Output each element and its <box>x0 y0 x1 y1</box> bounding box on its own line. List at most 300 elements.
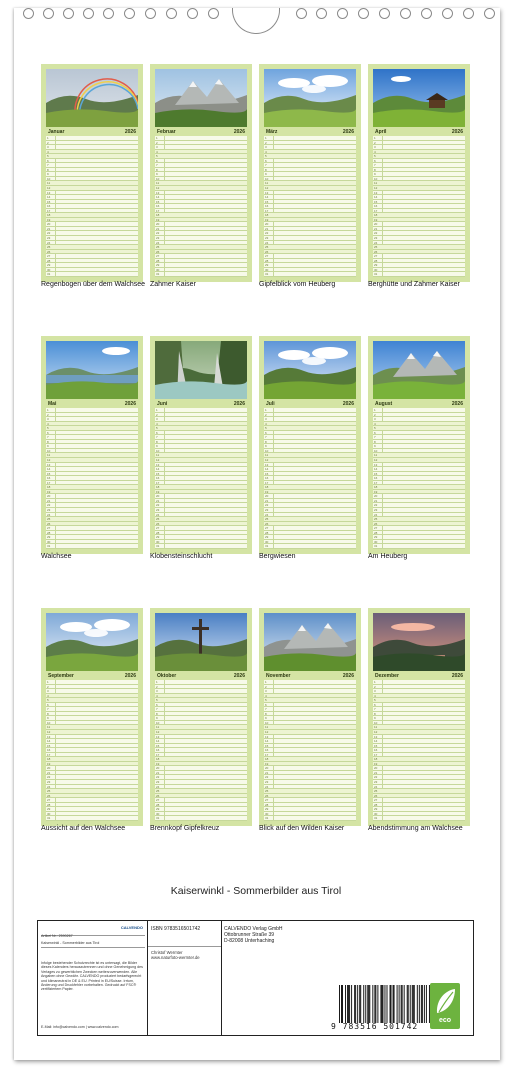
day-number: 24 <box>374 512 378 517</box>
month-10 <box>150 608 252 826</box>
binding-hole <box>208 8 219 19</box>
day-number: 11 <box>47 725 51 730</box>
day-number: 21 <box>374 770 378 775</box>
month-name: Dezember <box>375 672 399 679</box>
day-number: 16 <box>374 476 378 481</box>
day-number: 8 <box>47 167 49 172</box>
day-number: 11 <box>265 453 269 458</box>
day-row <box>155 816 247 821</box>
day-number: 6 <box>265 702 267 707</box>
day-number: 14 <box>374 195 378 200</box>
day-number: 16 <box>156 204 160 209</box>
day-number: 24 <box>265 512 269 517</box>
day-number: 6 <box>265 430 267 435</box>
day-number: 20 <box>265 222 269 227</box>
month-photo <box>155 341 247 399</box>
day-number: 31 <box>47 272 51 277</box>
day-number: 1 <box>156 408 158 412</box>
day-number: 20 <box>156 766 160 771</box>
day-number: 4 <box>374 693 376 698</box>
day-number: 21 <box>265 770 269 775</box>
month-photo <box>155 69 247 127</box>
day-number: 3 <box>265 689 267 694</box>
day-number: 6 <box>47 702 49 707</box>
day-number: 28 <box>265 530 269 535</box>
publisher-city: D-82008 Unterhaching <box>224 938 275 944</box>
day-list <box>155 136 247 277</box>
binding-hole <box>145 8 156 19</box>
month-name: April <box>375 128 387 135</box>
day-number: 18 <box>47 757 51 762</box>
day-number: 4 <box>374 149 376 154</box>
day-number: 17 <box>265 480 269 485</box>
month-year: 2026 <box>233 400 245 407</box>
day-number: 19 <box>265 761 269 766</box>
binding-hole <box>316 8 327 19</box>
day-number: 12 <box>265 730 269 735</box>
day-number: 31 <box>47 816 51 821</box>
month-caption: Am Heuberg <box>368 553 408 560</box>
day-number: 26 <box>156 249 160 254</box>
month-2 <box>150 64 252 282</box>
day-number: 31 <box>374 544 378 549</box>
day-number: 21 <box>47 770 51 775</box>
day-number: 3 <box>156 417 158 422</box>
day-number: 1 <box>374 680 376 684</box>
day-number: 16 <box>156 476 160 481</box>
day-number: 22 <box>47 231 51 236</box>
day-number: 22 <box>156 503 160 508</box>
day-number: 28 <box>156 258 160 263</box>
day-number: 10 <box>265 176 269 181</box>
day-number: 2 <box>265 684 267 689</box>
day-number: 6 <box>156 702 158 707</box>
day-number: 2 <box>374 684 376 689</box>
day-number: 4 <box>47 421 49 426</box>
day-number: 7 <box>374 707 376 712</box>
day-number: 6 <box>265 158 267 163</box>
day-number: 27 <box>374 254 378 259</box>
day-number: 14 <box>156 195 160 200</box>
day-number: 26 <box>156 793 160 798</box>
day-row <box>264 816 356 821</box>
day-number: 15 <box>374 743 378 748</box>
day-number: 29 <box>47 263 51 268</box>
day-number: 13 <box>47 462 51 467</box>
month-year: 2026 <box>342 128 354 135</box>
day-number: 3 <box>156 145 158 150</box>
day-number: 28 <box>47 802 51 807</box>
day-number: 20 <box>374 222 378 227</box>
day-number: 12 <box>156 730 160 735</box>
day-number: 7 <box>265 163 267 168</box>
day-number: 25 <box>156 245 160 250</box>
month-header <box>46 127 138 136</box>
month-year: 2026 <box>124 128 136 135</box>
month-photo <box>373 69 465 127</box>
day-list <box>46 408 138 549</box>
month-name: Juli <box>266 400 275 407</box>
day-list <box>264 680 356 821</box>
binding-hole <box>484 8 495 19</box>
day-number: 14 <box>156 739 160 744</box>
day-number: 21 <box>374 498 378 503</box>
day-number: 14 <box>47 467 51 472</box>
day-number: 29 <box>265 263 269 268</box>
day-number: 8 <box>374 711 376 716</box>
day-number: 30 <box>265 539 269 544</box>
binding-hole <box>400 8 411 19</box>
day-number: 9 <box>265 716 267 721</box>
day-number: 16 <box>265 204 269 209</box>
day-number: 28 <box>374 802 378 807</box>
footer-title-line: Kaiserwinkl - Sommerbilder aus Tirol <box>41 941 145 948</box>
day-number: 4 <box>156 421 158 426</box>
month-header <box>264 399 356 408</box>
day-number: 20 <box>156 222 160 227</box>
day-number: 15 <box>265 471 269 476</box>
day-number: 5 <box>374 154 376 159</box>
month-year: 2026 <box>451 672 463 679</box>
day-list <box>373 680 465 821</box>
day-number: 25 <box>47 789 51 794</box>
day-number: 10 <box>374 720 378 725</box>
day-number: 31 <box>156 544 160 549</box>
month-4 <box>368 64 470 282</box>
day-row <box>264 272 356 277</box>
day-number: 17 <box>156 208 160 213</box>
binding-hole <box>358 8 369 19</box>
day-number: 19 <box>265 217 269 222</box>
day-number: 22 <box>374 775 378 780</box>
day-number: 4 <box>47 693 49 698</box>
day-number: 5 <box>265 154 267 159</box>
day-row <box>46 544 138 549</box>
day-number: 13 <box>156 462 160 467</box>
month-year: 2026 <box>451 400 463 407</box>
day-number: 20 <box>265 494 269 499</box>
day-number: 13 <box>265 734 269 739</box>
day-number: 19 <box>156 489 160 494</box>
day-number: 24 <box>47 784 51 789</box>
month-header <box>46 671 138 680</box>
day-number: 22 <box>47 503 51 508</box>
month-caption: Berghütte und Zahmer Kaiser <box>368 281 460 288</box>
day-number: 31 <box>265 544 269 549</box>
day-number: 11 <box>374 181 378 186</box>
day-number: 25 <box>374 517 378 522</box>
month-name: Januar <box>48 128 65 135</box>
day-number: 15 <box>47 199 51 204</box>
day-number: 21 <box>374 226 378 231</box>
day-number: 2 <box>47 684 49 689</box>
day-list <box>155 680 247 821</box>
day-number: 28 <box>265 802 269 807</box>
day-number: 28 <box>47 530 51 535</box>
day-number: 18 <box>374 213 378 218</box>
day-number: 27 <box>265 526 269 531</box>
day-number: 10 <box>47 720 51 725</box>
day-number: 12 <box>265 186 269 191</box>
day-number: 7 <box>265 435 267 440</box>
day-number: 22 <box>265 503 269 508</box>
binding-hole <box>103 8 114 19</box>
day-number: 24 <box>265 240 269 245</box>
day-number: 17 <box>265 752 269 757</box>
month-photo <box>373 613 465 671</box>
info-column-left <box>38 921 148 1035</box>
day-number: 1 <box>374 408 376 412</box>
day-number: 6 <box>374 702 376 707</box>
author-name: Christof Wermter <box>151 950 183 955</box>
day-number: 13 <box>47 190 51 195</box>
day-number: 1 <box>374 136 376 140</box>
month-caption: Aussicht auf den Walchsee <box>41 825 126 832</box>
day-number: 13 <box>374 190 378 195</box>
article-row <box>41 924 145 936</box>
barcode <box>339 985 433 1023</box>
day-number: 25 <box>47 517 51 522</box>
day-number: 9 <box>47 172 49 177</box>
day-row <box>46 272 138 277</box>
day-number: 11 <box>47 453 51 458</box>
day-number: 23 <box>374 236 378 241</box>
day-number: 26 <box>47 249 51 254</box>
day-number: 31 <box>156 816 160 821</box>
month-header <box>46 399 138 408</box>
day-number: 5 <box>47 698 49 703</box>
day-number: 2 <box>156 684 158 689</box>
day-number: 6 <box>47 430 49 435</box>
month-name: März <box>266 128 278 135</box>
month-year: 2026 <box>124 400 136 407</box>
day-number: 26 <box>374 793 378 798</box>
day-number: 10 <box>374 176 378 181</box>
day-number: 9 <box>156 444 158 449</box>
day-number: 18 <box>47 485 51 490</box>
day-number: 22 <box>374 231 378 236</box>
month-8 <box>368 336 470 554</box>
day-list <box>373 408 465 549</box>
day-number: 28 <box>265 258 269 263</box>
day-number: 14 <box>265 467 269 472</box>
day-number: 5 <box>265 698 267 703</box>
day-number: 19 <box>374 489 378 494</box>
day-number: 9 <box>374 716 376 721</box>
day-number: 17 <box>374 752 378 757</box>
day-number: 10 <box>265 448 269 453</box>
month-year: 2026 <box>451 128 463 135</box>
day-number: 7 <box>156 707 158 712</box>
day-number: 19 <box>156 761 160 766</box>
day-number: 8 <box>265 167 267 172</box>
product-info-footer <box>37 920 474 1036</box>
day-number: 23 <box>265 780 269 785</box>
day-number: 17 <box>374 480 378 485</box>
author-website: www.naturfoto-wermter.de <box>151 955 200 960</box>
day-number: 30 <box>47 267 51 272</box>
day-number: 29 <box>374 807 378 812</box>
month-name: September <box>48 672 74 679</box>
day-number: 19 <box>47 489 51 494</box>
day-number: 20 <box>374 494 378 499</box>
day-number: 31 <box>265 272 269 277</box>
day-number: 12 <box>374 458 378 463</box>
day-number: 10 <box>156 720 160 725</box>
day-number: 1 <box>47 408 49 412</box>
day-number: 2 <box>374 412 376 417</box>
day-number: 11 <box>156 725 160 730</box>
day-number: 31 <box>374 272 378 277</box>
day-number: 6 <box>374 430 376 435</box>
day-number: 14 <box>156 467 160 472</box>
day-number: 13 <box>265 462 269 467</box>
day-number: 11 <box>265 725 269 730</box>
day-number: 9 <box>156 716 158 721</box>
day-number: 19 <box>374 761 378 766</box>
day-row <box>264 544 356 549</box>
day-number: 5 <box>47 426 49 431</box>
month-header <box>373 399 465 408</box>
day-number: 25 <box>374 245 378 250</box>
day-number: 23 <box>156 236 160 241</box>
day-number: 15 <box>47 743 51 748</box>
day-number: 25 <box>374 789 378 794</box>
day-number: 6 <box>47 158 49 163</box>
day-number: 27 <box>47 798 51 803</box>
day-number: 3 <box>47 145 49 150</box>
day-number: 20 <box>47 222 51 227</box>
day-number: 20 <box>265 766 269 771</box>
month-name: Oktober <box>157 672 177 679</box>
day-number: 25 <box>265 789 269 794</box>
day-number: 25 <box>265 517 269 522</box>
day-number: 27 <box>156 798 160 803</box>
day-number: 24 <box>374 784 378 789</box>
month-caption: Abendstimmung am Walchsee <box>368 825 463 832</box>
day-number: 4 <box>374 421 376 426</box>
day-number: 8 <box>374 167 376 172</box>
day-row <box>373 544 465 549</box>
day-number: 19 <box>156 217 160 222</box>
day-number: 26 <box>265 793 269 798</box>
day-number: 13 <box>156 190 160 195</box>
day-number: 2 <box>265 412 267 417</box>
day-number: 8 <box>265 439 267 444</box>
day-number: 16 <box>47 748 51 753</box>
month-12 <box>368 608 470 826</box>
day-number: 29 <box>47 535 51 540</box>
day-number: 12 <box>156 186 160 191</box>
month-header <box>155 399 247 408</box>
day-number: 21 <box>265 498 269 503</box>
day-number: 30 <box>374 811 378 816</box>
day-number: 13 <box>374 462 378 467</box>
day-number: 28 <box>374 530 378 535</box>
month-year: 2026 <box>233 128 245 135</box>
day-number: 14 <box>47 195 51 200</box>
month-header <box>373 127 465 136</box>
day-number: 16 <box>156 748 160 753</box>
binding-hole <box>463 8 474 19</box>
month-photo <box>373 341 465 399</box>
day-number: 30 <box>156 267 160 272</box>
month-photo <box>264 69 356 127</box>
day-number: 8 <box>47 439 49 444</box>
barcode-number: 9 783516 501742 <box>331 1022 419 1031</box>
day-number: 20 <box>47 766 51 771</box>
day-row <box>155 272 247 277</box>
day-number: 20 <box>374 766 378 771</box>
day-number: 23 <box>156 780 160 785</box>
month-name: August <box>375 400 393 407</box>
day-number: 8 <box>156 167 158 172</box>
day-number: 24 <box>265 784 269 789</box>
day-number: 12 <box>156 458 160 463</box>
day-number: 29 <box>374 263 378 268</box>
day-number: 17 <box>47 208 51 213</box>
day-number: 18 <box>156 485 160 490</box>
day-number: 15 <box>156 199 160 204</box>
day-number: 31 <box>374 816 378 821</box>
publisher-block <box>224 926 283 944</box>
day-number: 26 <box>47 521 51 526</box>
day-number: 29 <box>156 807 160 812</box>
day-number: 25 <box>265 245 269 250</box>
day-number: 29 <box>374 535 378 540</box>
binding-hole <box>23 8 34 19</box>
day-number: 1 <box>265 408 267 412</box>
day-number: 29 <box>265 535 269 540</box>
day-number: 13 <box>47 734 51 739</box>
day-number: 22 <box>265 231 269 236</box>
month-photo <box>264 341 356 399</box>
month-year: 2026 <box>342 400 354 407</box>
month-name: Februar <box>157 128 176 135</box>
month-5 <box>41 336 143 554</box>
day-number: 27 <box>265 798 269 803</box>
month-photo <box>155 613 247 671</box>
day-number: 15 <box>47 471 51 476</box>
day-number: 15 <box>156 743 160 748</box>
day-row <box>155 544 247 549</box>
day-number: 21 <box>47 498 51 503</box>
day-number: 26 <box>374 521 378 526</box>
day-number: 4 <box>47 149 49 154</box>
day-number: 2 <box>156 412 158 417</box>
day-number: 6 <box>156 430 158 435</box>
month-caption: Zahmer Kaiser <box>150 281 196 288</box>
day-number: 8 <box>265 711 267 716</box>
day-number: 9 <box>374 444 376 449</box>
day-number: 31 <box>156 272 160 277</box>
day-number: 8 <box>47 711 49 716</box>
day-number: 1 <box>47 136 49 140</box>
day-number: 10 <box>47 176 51 181</box>
day-number: 11 <box>156 453 160 458</box>
day-number: 5 <box>374 698 376 703</box>
day-number: 28 <box>156 802 160 807</box>
day-number: 23 <box>374 508 378 513</box>
day-number: 16 <box>374 204 378 209</box>
day-number: 1 <box>265 136 267 140</box>
day-number: 26 <box>47 793 51 798</box>
month-header <box>264 127 356 136</box>
day-number: 19 <box>47 761 51 766</box>
month-year: 2026 <box>233 672 245 679</box>
day-number: 3 <box>265 417 267 422</box>
day-number: 11 <box>265 181 269 186</box>
